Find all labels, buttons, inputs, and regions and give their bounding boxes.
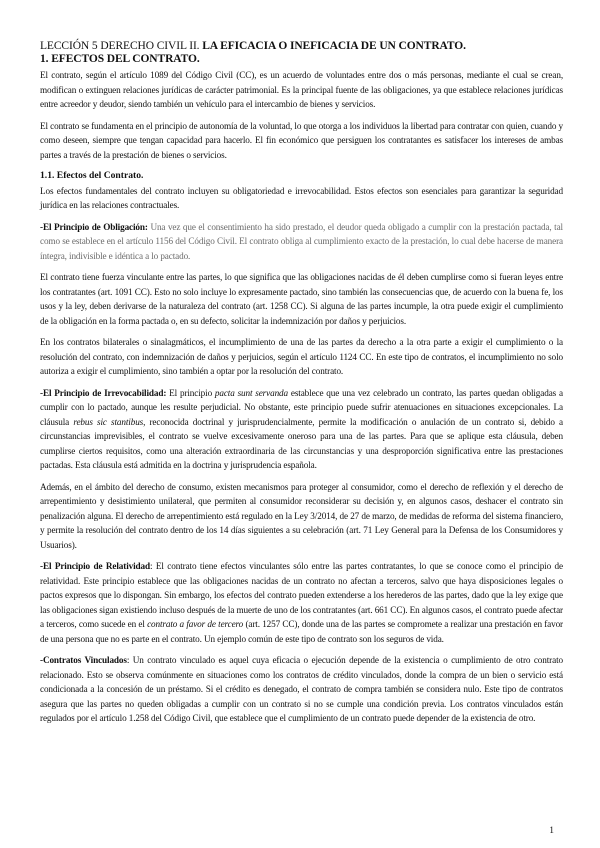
obligacion-paragraph-3: En los contratos bilaterales o sinalagmáticos, el incumplimiento de una de las partes da derecho a la otra parte a exigir el cumplimiento o la resolución del contrato, con indemnización de daños y perjuicios, según el artículo 1124 CC. En este tipo de contratos, el incumplimiento no solo autoriza a exigir el cumplimiento, sino también a optar por la resolución del contrato.: [40, 337, 563, 376]
obligacion-text: Una vez que el consentimiento ha sido prestado, el deudor queda obligado a cumplir con la prestación pactada, tal como se establece en el artículo 1156 del Código Civil. El contrato obliga al cumplimiento exacto de la prestación, lo cual debe hacerse de manera íntegra, indivisible e idéntica a lo pactado.: [40, 221, 563, 261]
section-number: 1.: [40, 53, 49, 65]
relatividad-text-1: : El contrato tiene efectos vinculantes sólo entre las partes contratantes, lo que se conoce como el principio de relatividad. Este principio establece que las obligaciones nacidas de un contrato no afectan a terceros, salvo que haya disposiciones legales o pactos expresos que lo dispongan. Sin embargo, los efectos del contrato pueden extenderse a los herederos de las partes, dado que la ley exige que las obligaciones sigan existiendo incluso después de la muerte de uno de los contratantes (art. 661 CC). En algunos casos, el contrato puede afectar a terceros, como sucede en el: [40, 561, 563, 629]
irrevocabilidad-text-2: , reconocida doctrinal y jurisprudencialmente, permite la modificación o anulación de un contrato si, debido a circunstancias imprevisibles, el contrato se vuelve excesivamente oneroso para una de las partes. Para que se aplique esta cláusula, deben cumplirse ciertos requisitos, como una alteración extraordinaria de las circunstancias y una desproporción significativa entre las prestaciones pactadas. Esta cláusula está admitida en la doctrina y jurisprudencia española.: [40, 416, 564, 470]
section-heading: [40, 53, 563, 66]
subsection-heading: 1.1. Efectos del Contrato.: [40, 170, 144, 181]
vinculados-label: -Contratos Vinculados: [40, 655, 127, 665]
relatividad-label: -El Principio de Relatividad: [40, 561, 150, 571]
page-number: 1: [549, 826, 554, 836]
irrevocabilidad-text-1: establece que una vez celebrado un contrato, las partes quedan obligadas a cumplir con lo pactado, aunque les resulte perjudicial. No obstante, este principio puede sufrir atenuaciones en situaciones excepcionales. La cláusula: [40, 387, 563, 427]
irrevocabilidad-label: -El Principio de Irrevocabilidad: [40, 387, 164, 398]
lesson-label: LECCIÓN 5 DERECHO CIVIL II.: [40, 40, 200, 52]
irrevocabilidad-paragraph: -El Principio de Irrevocabilidad: El principio pacta sunt servanda establece que una vez celebrado un contrato, las partes quedan obligadas a cumplir con lo pactado, aunque les resulte perjudicial. No obstante, este principio puede sufrir atenuaciones en situaciones excepcionales. La cláusula rebus sic stantibus, reconocida doctrinal y jurisprudencialmente, permite la modificación o anulación de un contrato si, debido a circunstancias imprevisibles, el contrato se vuelve excesivamente oneroso para una de las partes. Para que se aplique esta cláusula, deben cumplirse ciertos requisitos, como una alteración extraordinaria de las circunstancias y una desproporción significativa entre las prestaciones pactadas. Esta cláusula está admitida en la doctrina y jurisprudencia española.: [40, 387, 564, 470]
obligacion-paragraph-2: El contrato tiene fuerza vinculante entre las partes, lo que significa que las obligaciones nacidas de él deben cumplirse como si fueran leyes entre los contratantes (art. 1091 CC). Esto no solo incluye lo expresamente pactado, sino también las consecuencias que, de acuerdo con la buena fe, los usos y la ley, deben derivarse de la naturaleza del contrato (art. 1258 CC). Si alguna de las partes incumple, la otra puede exigir el cumplimiento de la obligación en la forma pactada o, en su defecto, solicitar la indemnización por daños y perjuicios.: [40, 272, 563, 326]
subsection-text: Los efectos fundamentales del contrato incluyen su obligatoriedad e irrevocabilidad. Estos efectos son esenciales para garantizar la seguridad jurídica en las relaciones contractuales.: [40, 185, 563, 210]
obligacion-label: -El Principio de Obligación: [40, 221, 145, 232]
vinculados-text: : Un contrato vinculado es aquel cuya eficacia o ejecución depende de la existencia o cumplimiento de otro contrato relacionado. Esto se observa comúnmente en situaciones como los contratos de crédito vinculados, donde la compra de un bien o servicio está condicionada a la concesión de un préstamo. Si el crédito es denegado, el contrato de compra también se considera nulo. Este tipo de contratos asegura que las partes no queden obligadas a cumplir con un contrato si no se cumple una condición previa. Los contratos vinculados están regulados por el artículo 1.258 del Código Civil, que establece que el cumplimiento de un contrato puede depender de la existencia de otro.: [40, 655, 563, 723]
irrevocabilidad-pre: El principio: [169, 387, 213, 398]
intro-paragraph-2: El contrato se fundamenta en el principio de autonomía de la voluntad, lo que otorga a los individuos la libertad para contratar con quien, cuando y como deseen, siempre que tengan capacidad para hacerlo. El fin económico que persiguen los contratantes es satisfacer los intereses de ambas partes a través de la prestación de bienes o servicios.: [40, 120, 563, 160]
relatividad-italic: contrato a favor de tercero: [147, 619, 244, 629]
lesson-heading: [40, 40, 563, 53]
vinculados-paragraph: [40, 653, 563, 726]
irrevocabilidad-paragraph-2: Además, en el ámbito del derecho de consumo, existen mecanismos para proteger al consumidor, como el derecho de reflexión y el derecho de arrepentimiento y desistimiento unilateral, que permiten al consumidor reconsiderar su decisión y, en algunos casos, deshacer el contrato sin penalización alguna. El derecho de arrepentimiento está regulado en la Ley 3/2014, de 27 de marzo, de medidas de reforma del sistema financiero, y permite la resolución del contrato dentro de los 14 días siguientes a su celebración (art. 71 Ley General para la Defensa de los Consumidores y Usuarios).: [40, 481, 563, 550]
irrevocabilidad-latin-2: rebus sic stantibus: [73, 416, 144, 427]
irrevocabilidad-latin: pacta sunt servanda: [214, 387, 288, 398]
document-page: [40, 40, 563, 733]
obligacion-paragraph: -El Principio de Obligación: Una vez que el consentimiento ha sido prestado, el deudor queda obligado a cumplir con la prestación pactada, tal como se establece en el artículo 1156 del Código Civil. El contrato obliga al cumplimiento exacto de la prestación, lo cual debe hacerse de manera íntegra, indivisible e idéntica a lo pactado.: [40, 221, 563, 261]
lesson-title: LA EFICACIA O INEFICACIA DE UN CONTRATO.: [202, 40, 466, 52]
relatividad-paragraph: [40, 559, 563, 646]
subsection-title: Efectos del Contrato: [56, 170, 141, 181]
intro-paragraph-1: El contrato, según el artículo 1089 del Código Civil (CC), es un acuerdo de voluntades entre dos o más personas, mediante el cual se crean, modifican o extinguen relaciones jurídicas de carácter patrimonial. Es la principal fuente de las obligaciones, ya que establece relaciones jurídicas entre acreedor y deudor, siendo también un vehículo para el intercambio de bienes y servicios.: [40, 70, 563, 109]
section-title: EFECTOS DEL CONTRATO.: [51, 53, 200, 65]
subsection-number: 1.1.: [40, 170, 55, 181]
relatividad-text-2: (art. 1257 CC), donde una de las partes se compromete a realizar una prestación en favor de una persona que no es parte en el contrato. Un ejemplo común de este tipo de contrato son los seguros de vida.: [40, 619, 563, 644]
